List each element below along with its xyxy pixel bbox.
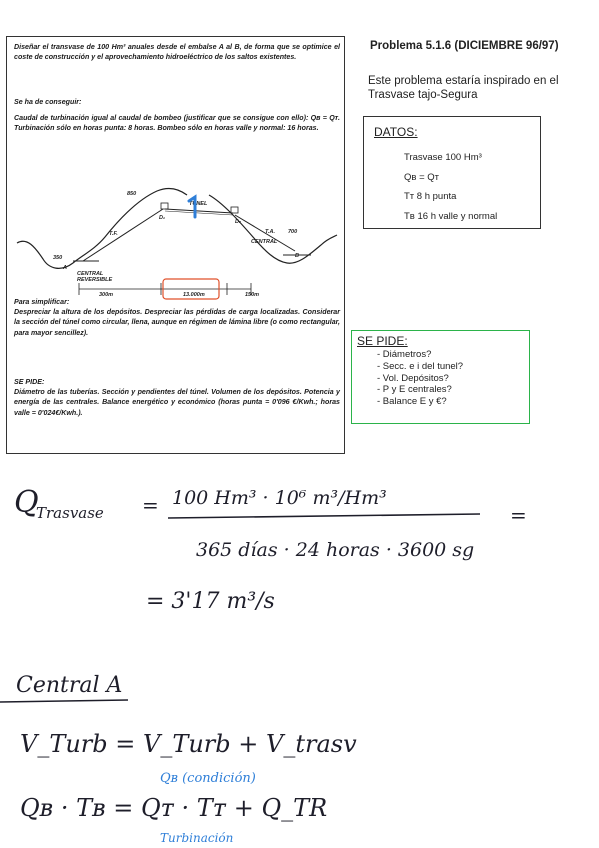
label-d1: D₁ [159,215,165,221]
datos-list [404,148,497,226]
datos-item: Trasvase 100 Hm³ [404,152,482,163]
elev-350: 350 [53,255,63,261]
fraction-line [168,514,480,518]
dist-150: 150m [245,292,260,298]
q-subscript: Trasvase [36,504,104,522]
annotation-mark [189,197,195,217]
datos-item: Tʙ 16 h valle y normal [404,210,498,222]
sepide-item: - Diámetros? [377,349,432,360]
datos-heading: DATOS: [374,125,418,139]
datos-item: Tᴛ 8 h punta [404,191,457,202]
statement-intro: Diseñar el transvase de 100 Hm³ anuales desde el embalse A al B, de forma que se optimice el coste de construcción y el aprovechamiento hidroeléctrico de los saltos existentes. [14,43,340,62]
label-b: B [295,253,299,259]
simplify-heading: Para simplificar: [14,298,70,306]
simplify-body: Despreciar la altura de los depósitos. Despreciar las pérdidas de carga localizadas. Considerar la sección del túnel como circular, llena, aunque en régimen de lámina libre (o como rectangular, para mayor sencillez). [14,308,341,337]
problem-statement-box [6,36,345,454]
handwritten-notes [0,456,599,848]
request-heading: SE PIDE: [14,378,45,386]
label-central: CENTRAL [251,239,278,245]
sepide-item: - Balance E y €? [377,396,447,408]
dist-13000: 13.000m [183,292,205,298]
problem-title: Problema 5.1.6 (DICIEMBRE 96/97) [370,40,559,52]
goals-body: Caudal de turbinación igual al caudal de bombeo (justificar que se consigue con ello): Qʙ = Qᴛ. Turbinación sólo en horas punta: 8 horas. Bombeo sólo en horas valle y normal: 16 horas. [14,114,340,133]
eq-sign: = [142,493,159,517]
statement-simplify [14,297,340,338]
elev-700: 700 [288,229,298,235]
q-symbol: Q [14,485,39,520]
note-qb: Qʙ (condición) [160,771,256,786]
sepide-item: - P y E centrales? [377,384,452,396]
profile-diagram [13,177,339,298]
denominator: 365 días · 24 horas · 3600 sg [196,539,475,561]
sepide-heading: SE PIDE: [357,334,408,348]
label-a: A [63,265,67,271]
numerator: 100 Hm³ · 10⁶ m³/Hm³ [172,487,387,509]
sepide-box [351,330,530,424]
trailing-eq: = [510,503,527,527]
equation-flows: Qʙ · Tʙ = Qᴛ · Tᴛ + Q_TR [20,794,328,822]
label-tunel: TUNEL [189,201,208,207]
label-d2: D₂ [235,219,242,225]
statement-request [14,377,340,418]
dist-300: 300m [99,292,114,298]
sepide-list [377,349,463,408]
goals-heading: Se ha de conseguir: [14,98,82,106]
sepide-item: - Vol. Depósitos? [377,372,449,384]
label-ta: T.A. [265,229,275,235]
central-heading: Central A [16,673,123,698]
elev-850: 850 [127,191,137,197]
label-reversible: REVERSIBLE [77,277,113,283]
problem-intro: Este problema estaría inspirado en el Trasvase tajo-Segura [368,75,559,101]
heading-underline [0,700,128,702]
datos-box [363,116,541,229]
request-body: Diámetro de las tuberías. Sección y pendientes del túnel. Volumen de los depósitos. Potencia y energía de las centrales. Balance energético y económico (horas punta = 0'096 €/Kwh.; horas valle = 0'024€/Kwh.). [14,388,340,417]
label-tf: T.F. [109,231,118,237]
result: = 3'17 m³/s [146,589,275,614]
label-central-rev: CENTRAL [77,271,104,277]
note-turbinacion: Turbinación [160,831,234,845]
sepide-item: - Secc. e i del tunel? [377,360,464,372]
statement-goals [14,97,340,134]
datos-item: Qʙ = Qᴛ [404,171,440,183]
equation-volumes: V_Turb = V_Turb + V_trasv [20,730,357,758]
